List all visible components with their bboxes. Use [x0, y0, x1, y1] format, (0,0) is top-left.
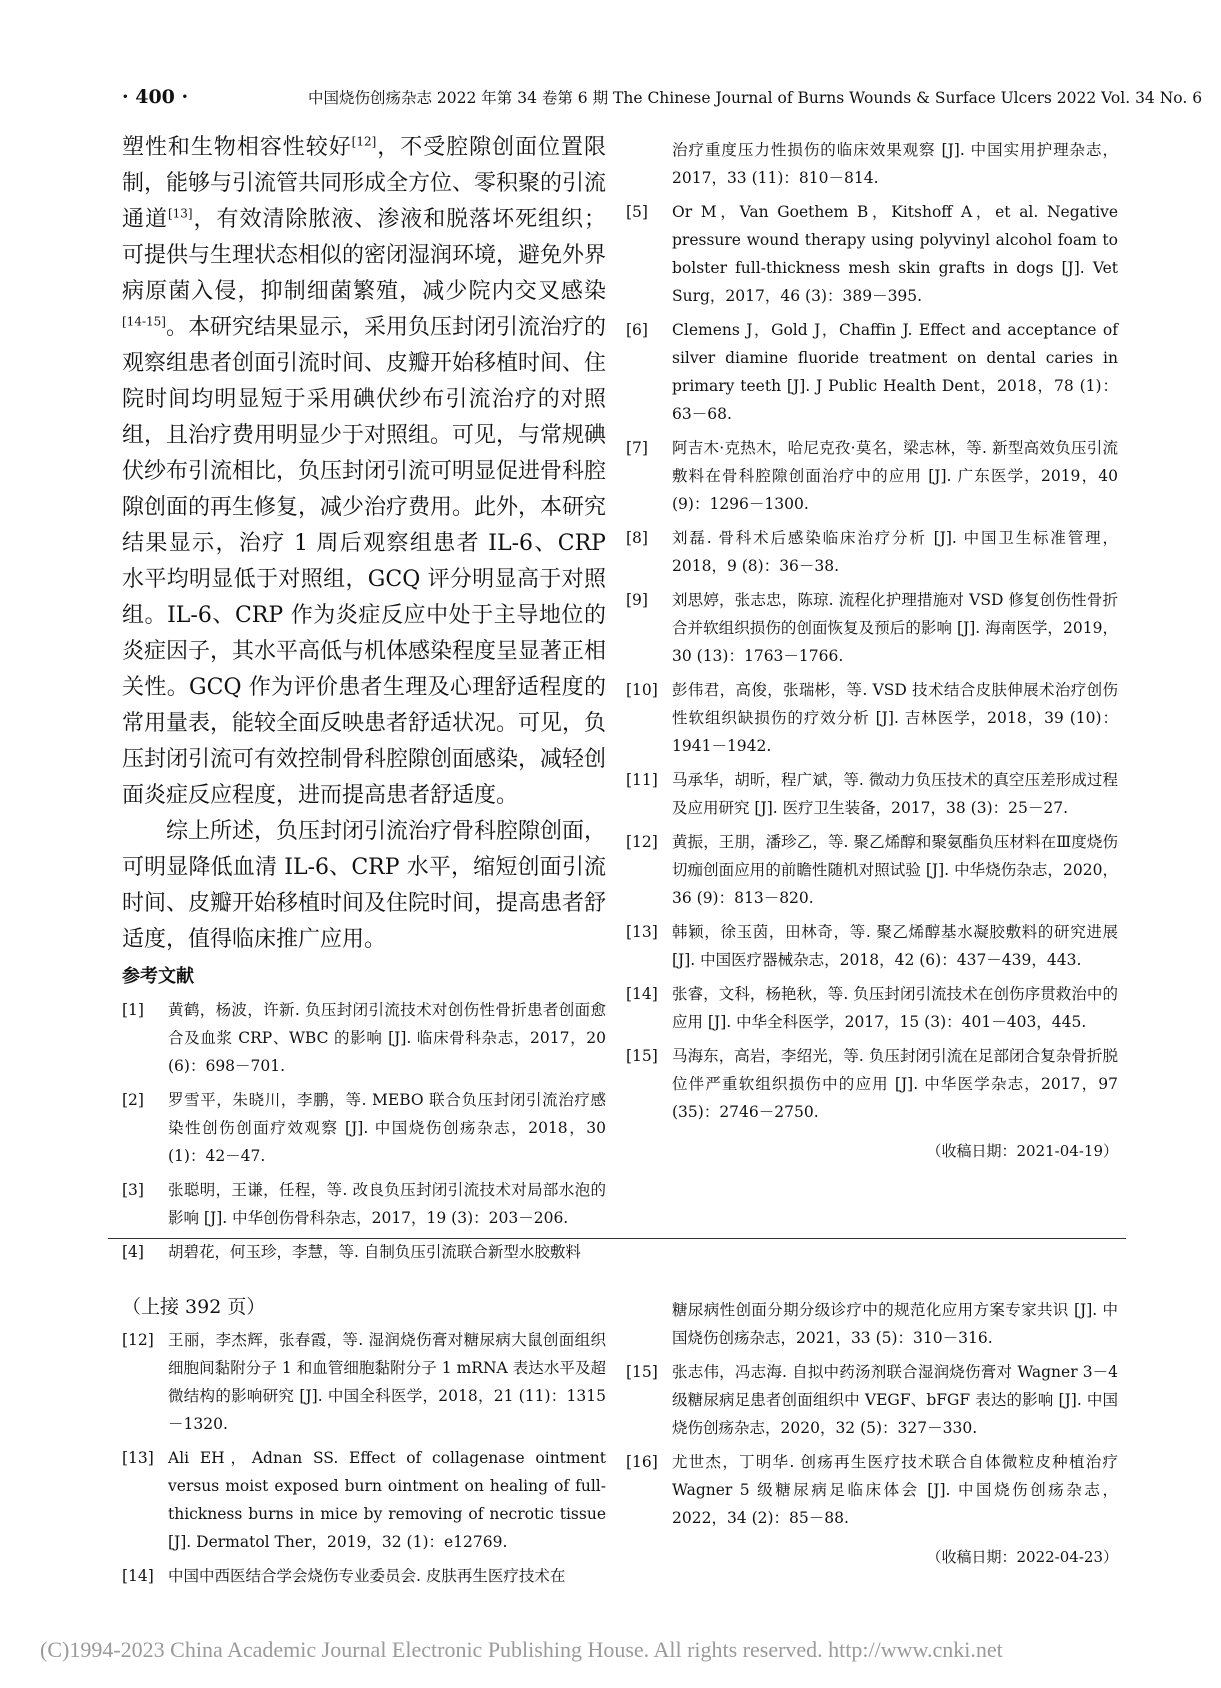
reference-text: 糖尿病性创面分期分级诊疗中的规范化应用方案专家共识 [J]. 中国烧伤创疡杂志，2021，33 (5)：310－316. [672, 1301, 1118, 1347]
lower-right-column [626, 1296, 1118, 1567]
reference-list-right [626, 136, 1118, 1126]
reference-item [122, 1238, 606, 1266]
reference-item [626, 1042, 1118, 1126]
reference-item [626, 980, 1118, 1036]
body-paragraph-2: 综上所述，负压封闭引流治疗骨科腔隙创面，可明显降低血清 IL-6、CRP 水平，缩短创面引流时间、皮瓣开始移植时间及住院时间，提高患者舒适度，值得临床推广应用。 [122, 819, 607, 952]
reference-item [626, 524, 1118, 580]
citation-marker: [12] [351, 134, 377, 149]
reference-item [626, 434, 1118, 518]
reference-number: [14] [122, 1567, 154, 1585]
continued-note: （上接 392 页） [122, 1296, 266, 1318]
reference-text: 张聪明，王谦，任程，等. 改良负压封闭引流技术对局部水泡的影响 [J]. 中华创伤骨科杂志，2017，19 (3)：203－206. [168, 1181, 606, 1227]
reference-item [626, 1296, 1118, 1352]
reference-number: [4] [122, 1243, 144, 1261]
reference-text: 罗雪平，朱晓川，李鹏，等. MEBO 联合负压封闭引流治疗感染性创伤创面疗效观察 [J]. 中国烧伤创疡杂志，2018，30 (1)：42－47. [168, 1091, 606, 1165]
reference-number: [2] [122, 1091, 144, 1109]
reference-number: [13] [626, 923, 658, 941]
reference-text: 胡碧花，何玉珍，李慧，等. 自制负压引流联合新型水胶敷料 [168, 1243, 581, 1261]
reference-item [626, 198, 1118, 310]
reference-text: Ali EH，Adnan SS. Effect of collagenase ointment versus moist exposed burn ointment on healing of full-thickness burns in mice by removing of necrotic tissue [J]. Dermatol Ther，2019，32 (1)：e12769. [168, 1449, 606, 1551]
reference-text: Clemens J，Gold J，Chaffin J. Effect and acceptance of silver diamine fluoride treatment on dental caries in primary teeth [J]. J Public Health Dent，2018，78 (1)：63－68. [672, 321, 1118, 423]
references-heading: 参考文献 [122, 966, 194, 987]
reference-item [122, 1086, 606, 1170]
lower-left-column [122, 1292, 606, 1596]
reference-item [122, 1176, 606, 1232]
reference-text: 黄振，王朋，潘珍乙，等. 聚乙烯醇和聚氨酯负压材料在Ⅲ度烧伤切痂创面应用的前瞻性随机对照试验 [J]. 中华烧伤杂志，2020，36 (9)：813－820. [672, 833, 1118, 907]
reference-item [626, 316, 1118, 428]
reference-list-left [122, 996, 606, 1266]
reference-item [626, 1358, 1118, 1442]
reference-list-lower-left [122, 1326, 606, 1590]
reference-number: [16] [626, 1453, 658, 1471]
reference-text: 治疗重度压力性损伤的临床效果观察 [J]. 中国实用护理杂志，2017，33 (11)：810－814. [672, 141, 1118, 187]
reference-number: [7] [626, 439, 648, 457]
reference-number: [15] [626, 1047, 658, 1065]
reference-item [626, 918, 1118, 974]
running-header: 中国烧伤创疡杂志 2022 年第 34 卷第 6 期 The Chinese Journal of Burns Wounds & Surface Ulcers 2022 Vol. 34 No. 6 [308, 89, 1203, 107]
reference-item [122, 1444, 606, 1556]
reference-number: [12] [626, 833, 658, 851]
reference-number: [12] [122, 1331, 154, 1349]
right-column [626, 136, 1118, 1161]
reference-number: [9] [626, 591, 648, 609]
citation-marker: [14-15] [122, 314, 166, 329]
reference-number: [3] [122, 1181, 144, 1199]
body-paragraph-1: 塑性和生物相容性较好[12]，不受腔隙创面位置限制，能够与引流管共同形成全方位、零积聚的引流通道[13]，有效清除脓液、渗液和脱落坏死组织；可提供与生理状态相似的密闭湿润环境，避免外界病原菌入侵，抑制细菌繁殖，减少院内交叉感染[14-15]。本研究结果显示，采用负压封闭引流治疗的观察组患者创面引流时间、皮瓣开始移植时间、住院时间均明显短于采用碘伏纱布引流治疗的对照组，且治疗费用明显少于对照组。可见，与常规碘伏纱布引流相比，负压封闭引流可明显促进骨科腔隙创面的再生修复，减少治疗费用。此外，本研究结果显示，治疗 1 周后观察组患者 IL-6、CRP 水平均明显低于对照组，GCQ 评分明显高于对照组。IL-6、CRP 作为炎症反应中处于主导地位的炎症因子，其水平高低与机体感染程度呈显著正相关性。GCQ 作为评价患者生理及心理舒适程度的常用量表，能较全面反映患者舒适状况。可见，负压封闭引流可有效控制骨科腔隙创面感染，减轻创面炎症反应程度，进而提高患者舒适度。 [122, 134, 607, 808]
reference-item [626, 136, 1118, 192]
section-divider [108, 1238, 1126, 1239]
reference-text: 刘磊. 骨科术后感染临床治疗分析 [J]. 中国卫生标准管理，2018，9 (8)：36－38. [672, 529, 1118, 575]
reference-number: [15] [626, 1363, 658, 1381]
reference-number: [11] [626, 771, 658, 789]
reference-text: 中国中西医结合学会烧伤专业委员会. 皮肤再生医疗技术在 [168, 1567, 566, 1585]
reference-text: 彭伟君，高俊，张瑞彬，等. VSD 技术结合皮肤伸展术治疗创伤性软组织缺损伤的疗效分析 [J]. 吉林医学，2018，39 (10)：1941－1942. [672, 681, 1118, 755]
reference-text: 张睿，文科，杨艳秋，等. 负压封闭引流技术在创伤序贯救治中的应用 [J]. 中华全科医学，2017，15 (3)：401－403，445. [672, 985, 1118, 1031]
reference-text: 黄鹤，杨波，许新. 负压封闭引流技术对创伤性骨折患者创面愈合及血浆 CRP、WBC 的影响 [J]. 临床骨科杂志，2017，20 (6)：698－701. [168, 1001, 606, 1075]
reference-text: 王丽，李杰辉，张春霞，等. 湿润烧伤膏对糖尿病大鼠创面组织细胞间黏附分子 1 和血管细胞黏附分子 1 mRNA 表达水平及超微结构的影响研究 [J]. 中国全科医学，2018，21 (11)：1315－1320. [168, 1331, 606, 1433]
reference-number: [10] [626, 681, 658, 699]
reference-text: 张志伟，冯志海. 自拟中药汤剂联合湿润烧伤膏对 Wagner 3－4 级糖尿病足患者创面组织中 VEGF、bFGF 表达的影响 [J]. 中国烧伤创疡杂志，2020，32 (5)：327－330. [672, 1363, 1118, 1437]
reference-item [122, 996, 606, 1080]
reference-text: 尤世杰，丁明华. 创疡再生医疗技术联合自体微粒皮种植治疗 Wagner 5 级糖尿病足临床体会 [J]. 中国烧伤创疡杂志，2022，34 (2)：85－88. [672, 1453, 1118, 1527]
received-date-lower: （收稿日期：2022-04-23） [926, 1548, 1118, 1566]
reference-text: 韩颖，徐玉茵，田林奇，等. 聚乙烯醇基水凝胶敷料的研究进展 [J]. 中国医疗器械杂志，2018，42 (6)：437－439，443. [672, 923, 1118, 969]
reference-text: 刘思婷，张志忠，陈琼. 流程化护理措施对 VSD 修复创伤性骨折合并软组织损伤的创面恢复及预后的影响 [J]. 海南医学，2019，30 (13)：1763－1766. [672, 591, 1118, 665]
reference-item [626, 828, 1118, 912]
reference-number: [5] [626, 203, 648, 221]
reference-number: [8] [626, 529, 648, 547]
reference-text: 马承华，胡昕，程广斌，等. 微动力负压技术的真空压差形成过程及应用研究 [J]. 医疗卫生装备，2017，38 (3)：25－27. [672, 771, 1118, 817]
copyright-footer: (C)1994-2023 China Academic Journal Electronic Publishing House. All rights reserved. http://www.cnki.net [40, 1637, 1003, 1662]
reference-number: [1] [122, 1001, 144, 1019]
reference-number: [14] [626, 985, 658, 1003]
reference-text: 马海东，高岩，李绍光，等. 负压封闭引流在足部闭合复杂骨折脱位伴严重软组织损伤中的应用 [J]. 中华医学杂志，2017，97 (35)：2746－2750. [672, 1047, 1118, 1121]
reference-number: [6] [626, 321, 648, 339]
reference-item [122, 1326, 606, 1438]
reference-item [626, 586, 1118, 670]
received-date: （收稿日期：2021-04-19） [926, 1142, 1118, 1160]
reference-list-lower-right [626, 1296, 1118, 1532]
citation-marker: [13] [167, 206, 193, 221]
reference-item [626, 1448, 1118, 1532]
reference-number: [13] [122, 1449, 154, 1467]
reference-item [122, 1562, 606, 1590]
reference-item [626, 766, 1118, 822]
reference-item [626, 676, 1118, 760]
reference-text: Or M，Van Goethem B，Kitshoff A，et al. Negative pressure wound therapy using polyvinyl alcohol foam to bolster full-thickness mesh skin grafts in dogs [J]. Vet Surg，2017，46 (3)：389－395. [672, 203, 1118, 305]
page-number: · 400 · [122, 86, 189, 108]
left-column [122, 130, 606, 1272]
reference-text: 阿吉木·克热木，哈尼克孜·莫名，梁志林，等. 新型高效负压引流敷料在骨科腔隙创面治疗中的应用 [J]. 广东医学，2019，40 (9)：1296－1300. [672, 439, 1118, 513]
